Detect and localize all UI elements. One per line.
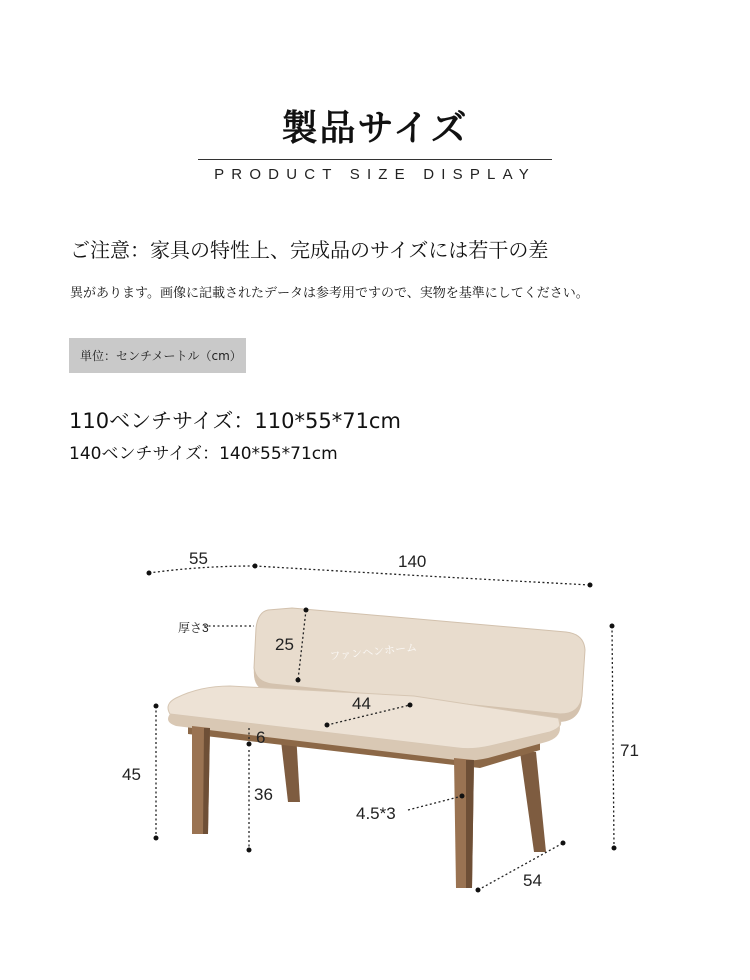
dim-depth-top: 55 xyxy=(189,549,208,568)
dim-leg-section: 4.5*3 xyxy=(356,804,396,823)
size-110-bench: 110ベンチサイズ：110*55*71cm xyxy=(69,409,401,433)
dim-backrest-height: 25 xyxy=(275,635,294,654)
dim-leg-height: 36 xyxy=(254,785,273,804)
unit-badge xyxy=(69,338,246,373)
dim-seat-depth: 44 xyxy=(352,694,371,713)
dim-width-top: 140 xyxy=(398,552,427,571)
page-subtitle: PRODUCT SIZE DISPLAY xyxy=(214,166,536,183)
dim-seat-height: 45 xyxy=(122,765,141,784)
title-divider xyxy=(198,159,552,160)
page-title: 製品サイズ xyxy=(281,108,469,149)
notice-body: 異があります。画像に記載されたデータは参考用ですので、実物を基準にしてください。 xyxy=(70,286,589,301)
notice-headline: ご注意：家具の特性上、完成品のサイズには若干の差 xyxy=(70,238,549,262)
dim-backrest-thickness: 厚さ3 xyxy=(178,621,209,635)
dim-total-height: 71 xyxy=(620,741,639,760)
dim-seat-thickness: 6 xyxy=(256,728,266,747)
dim-leg-span: 54 xyxy=(523,871,542,890)
bench-diagram xyxy=(0,500,750,980)
watermark-text: ファンヘンホーム xyxy=(329,641,418,663)
unit-label: 単位：センチメートル（cm） xyxy=(80,349,242,363)
size-140-bench: 140ベンチサイズ：140*55*71cm xyxy=(69,444,338,464)
